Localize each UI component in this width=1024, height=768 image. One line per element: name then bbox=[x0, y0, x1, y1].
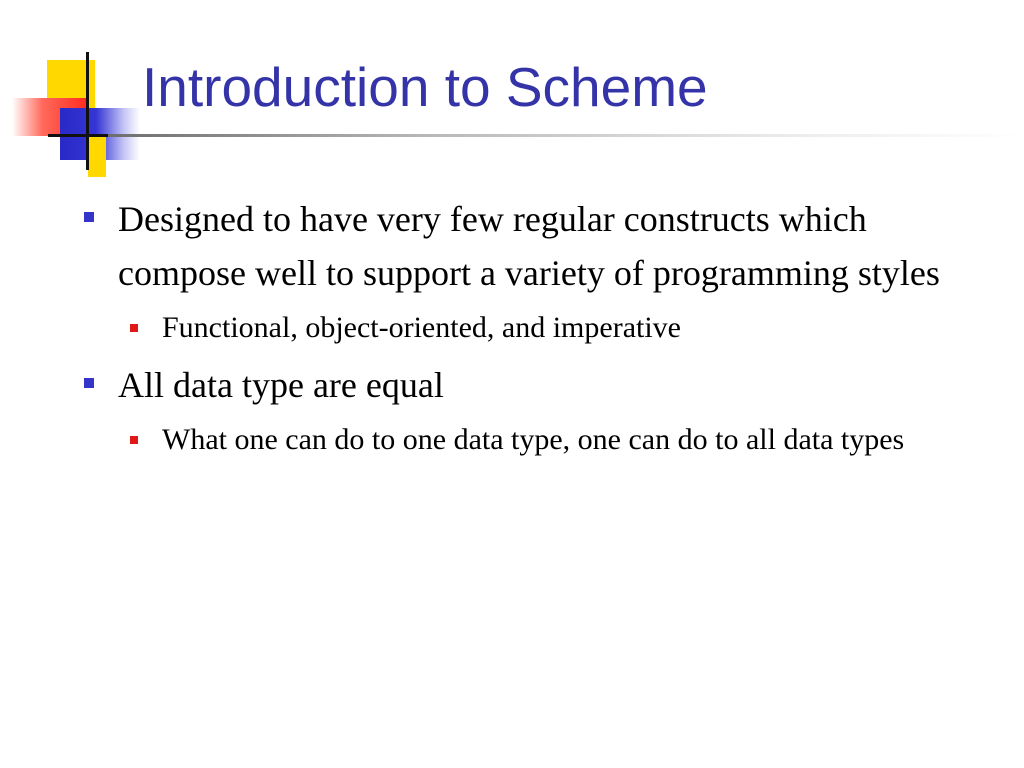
corner-logo bbox=[0, 0, 150, 180]
slide-body bbox=[80, 192, 1000, 462]
square-bullet-icon bbox=[84, 212, 94, 222]
bullet-item bbox=[80, 192, 1000, 300]
square-bullet-icon bbox=[130, 324, 138, 332]
bullet-text: Designed to have very few regular constructs which compose well to support a variety of programming styles bbox=[118, 199, 940, 293]
square-bullet-icon bbox=[130, 436, 138, 444]
sub-bullet-text: Functional, object-oriented, and imperative bbox=[162, 311, 681, 344]
bullet-item bbox=[80, 358, 1000, 412]
bullet-text: All data type are equal bbox=[118, 365, 444, 405]
title-underline bbox=[108, 134, 1024, 137]
slide-title: Introduction to Scheme bbox=[142, 56, 708, 118]
logo-yellow-strip bbox=[88, 135, 106, 177]
sub-bullet-text: What one can do to one data type, one can do to all data types bbox=[162, 423, 905, 456]
sub-bullet-item bbox=[118, 418, 1000, 462]
logo-vertical-line bbox=[86, 52, 89, 170]
square-bullet-icon bbox=[84, 378, 94, 388]
logo-horizontal-line bbox=[48, 134, 110, 137]
sub-bullet-item bbox=[118, 306, 1000, 350]
